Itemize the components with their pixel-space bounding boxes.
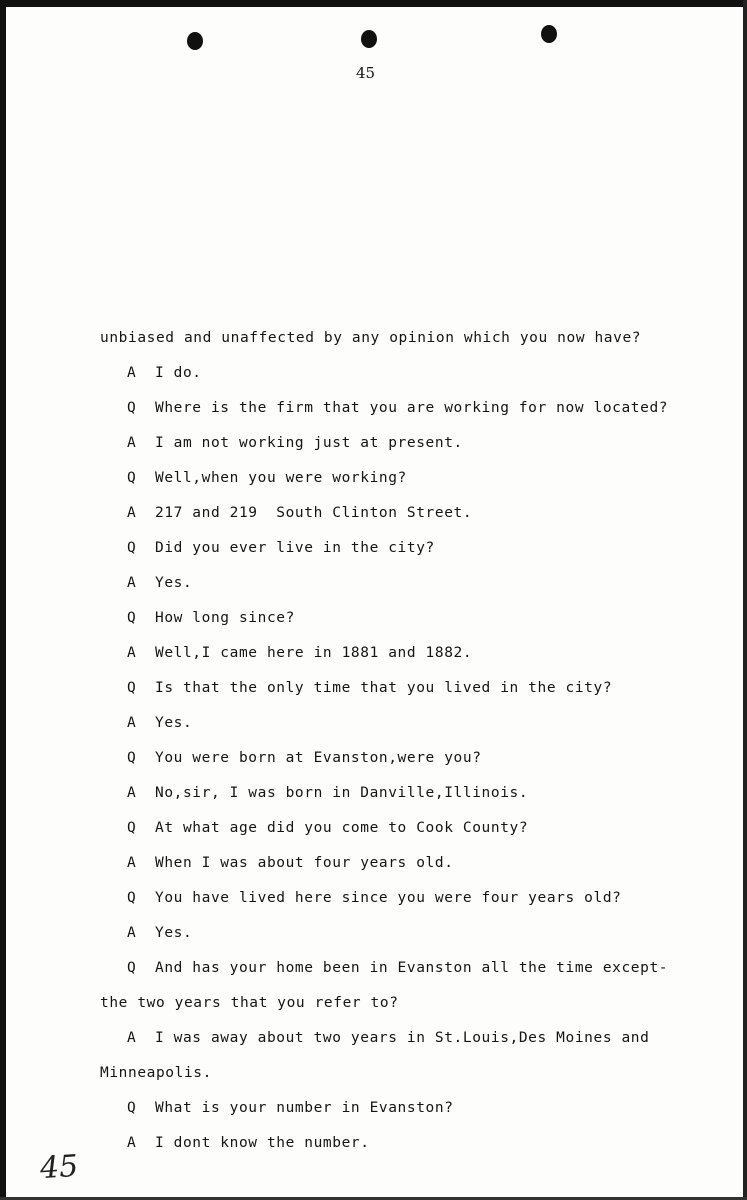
transcript-line: Q You were born at Evanston,were you? <box>127 750 482 766</box>
transcript-line: A Yes. <box>127 925 193 941</box>
transcript-line: A I was away about two years in St.Louis,Des Moines and <box>127 1030 650 1046</box>
scan-border-left <box>0 0 6 1200</box>
transcript-line: A I dont know the number. <box>127 1135 370 1151</box>
page-number: 45 <box>356 64 376 82</box>
punch-hole-center <box>361 30 377 48</box>
transcript-line: A 217 and 219 South Clinton Street. <box>127 505 473 521</box>
transcript-line: Q Did you ever live in the city? <box>127 540 435 556</box>
transcript-line: unbiased and unaffected by any opinion which you now have? <box>100 330 642 346</box>
handwritten-page-number: 45 <box>38 1148 80 1187</box>
transcript-line: Q At what age did you come to Cook County? <box>127 820 529 836</box>
transcript-line: Q And has your home been in Evanston all the time except- <box>127 960 669 976</box>
transcript-line: Q What is your number in Evanston? <box>127 1100 454 1116</box>
transcript-line: A I do. <box>127 365 202 381</box>
transcript-line: Q How long since? <box>127 610 295 626</box>
transcript-line: the two years that you refer to? <box>100 995 399 1011</box>
transcript-line: A Yes. <box>127 575 193 591</box>
scan-border-right <box>743 0 747 1200</box>
punch-hole-left <box>187 32 203 50</box>
transcript-line: Q You have lived here since you were four years old? <box>127 890 622 906</box>
transcript-line: Q Well,when you were working? <box>127 470 407 486</box>
transcript-line: A No,sir, I was born in Danville,Illinois. <box>127 785 529 801</box>
punch-hole-right <box>541 25 557 43</box>
transcript-line: A When I was about four years old. <box>127 855 454 871</box>
transcript-line: A Well,I came here in 1881 and 1882. <box>127 645 473 661</box>
transcript-line: Q Where is the firm that you are working for now located? <box>127 400 669 416</box>
transcript-line: A I am not working just at present. <box>127 435 463 451</box>
transcript-line: Minneapolis. <box>100 1065 212 1081</box>
scan-border-top <box>0 0 747 7</box>
transcript-line: A Yes. <box>127 715 193 731</box>
transcript-line: Q Is that the only time that you lived in the city? <box>127 680 613 696</box>
